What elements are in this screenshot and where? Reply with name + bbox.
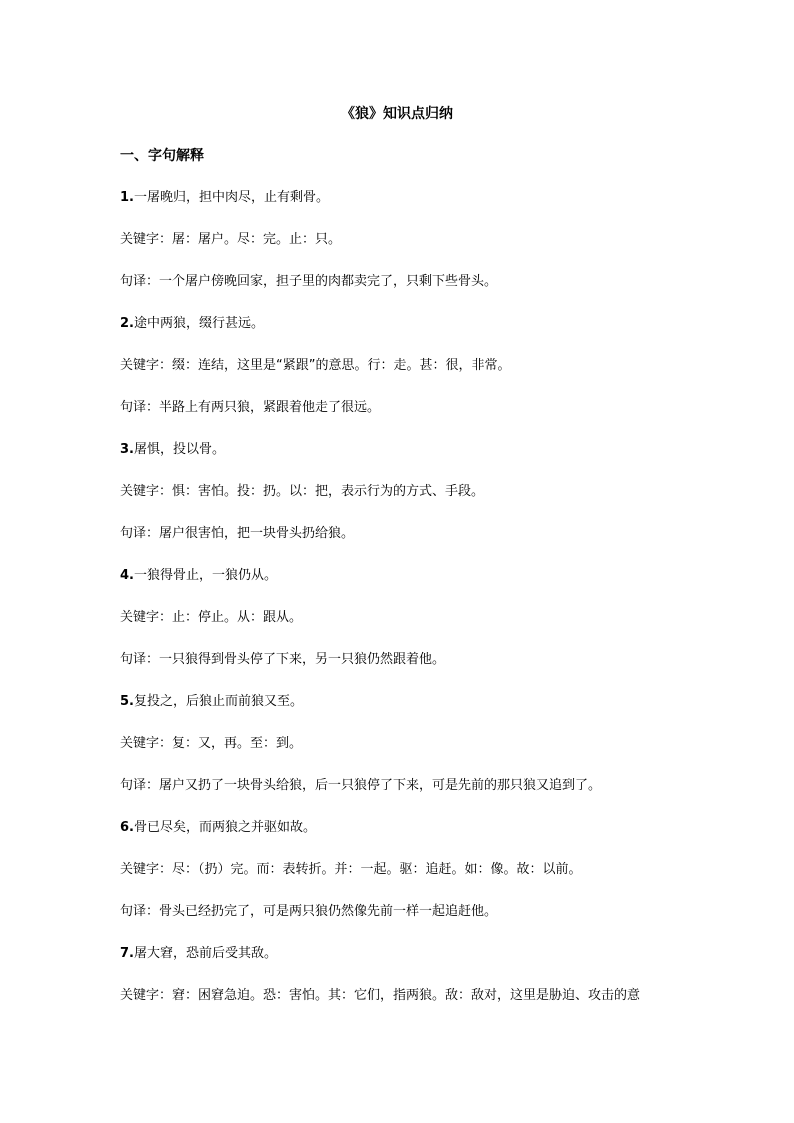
keywords-line-2: 关键字：缀：连结，这里是“紧跟”的意思。行：走。甚：很，非常。 (120, 358, 511, 373)
sentence-text-5: 复投之，后狼止而前狼又至。 (133, 694, 303, 709)
document-body (120, 188, 720, 1028)
sentence-number-3: 3. (120, 442, 134, 457)
sentence-line-6 (120, 818, 720, 860)
keywords-line-4: 关键字：止：停止。从：跟从。 (120, 610, 303, 625)
sentence-number-2: 2. (120, 316, 134, 331)
keywords-line-5: 关键字：复：又，再。至：到。 (120, 736, 303, 751)
document-title: 《狼》知识点归纳 (341, 106, 453, 122)
sentence-number-4: 4. (120, 568, 134, 583)
sentence-line-4 (120, 566, 720, 608)
keywords-line-1: 关键字：屠：屠户。尽：完。止：只。 (120, 232, 342, 247)
translation-line-2: 句译：半路上有两只狼，紧跟着他走了很远。 (120, 400, 381, 415)
translation-line-6: 句译：骨头已经扔完了，可是两只狼仍然像先前一样一起追赶他。 (120, 904, 498, 919)
sentence-text-1: 一屠晚归，担中肉尽，止有剩骨。 (133, 190, 329, 205)
sentence-number-5: 5. (120, 694, 134, 709)
sentence-number-1: 1. (120, 190, 134, 205)
keywords-line-7: 关键字：窘：困窘急迫。恐：害怕。其：它们，指两狼。敌：敌对，这里是胁迫、攻击的意 (120, 988, 641, 1003)
sentence-line-1 (120, 188, 720, 230)
keywords-line-3: 关键字：惧：害怕。投：扔。以：把，表示行为的方式、手段。 (120, 484, 485, 499)
sentence-text-4: 一狼得骨止，一狼仍从。 (133, 568, 277, 583)
translation-line-5: 句译：屠户又扔了一块骨头给狼，后一只狼停了下来，可是先前的那只狼又追到了。 (120, 778, 602, 793)
sentence-text-6: 骨已尽矣，而两狼之并驱如故。 (133, 820, 316, 835)
keywords-line-6: 关键字：尽：（扔）完。而：表转折。并：一起。驱：追赶。如：像。故：以前。 (120, 862, 582, 877)
sentence-line-5 (120, 692, 720, 734)
sentence-text-3: 屠惧，投以骨。 (133, 442, 225, 457)
sentence-line-2 (120, 314, 720, 356)
translation-line-4: 句译：一只狼得到骨头停了下来，另一只狼仍然跟着他。 (120, 652, 446, 667)
sentence-text-7: 屠大窘，恐前后受其敌。 (133, 946, 277, 961)
section-heading: 一、字句解释 (120, 148, 204, 164)
sentence-number-7: 7. (120, 946, 134, 961)
translation-line-1: 句译：一个屠户傍晚回家，担子里的肉都卖完了，只剩下些骨头。 (120, 274, 498, 289)
translation-line-3: 句译：屠户很害怕，把一块骨头扔给狼。 (120, 526, 355, 541)
sentence-line-7 (120, 944, 720, 986)
sentence-line-3 (120, 440, 720, 482)
sentence-number-6: 6. (120, 820, 134, 835)
sentence-text-2: 途中两狼，缀行甚远。 (133, 316, 264, 331)
